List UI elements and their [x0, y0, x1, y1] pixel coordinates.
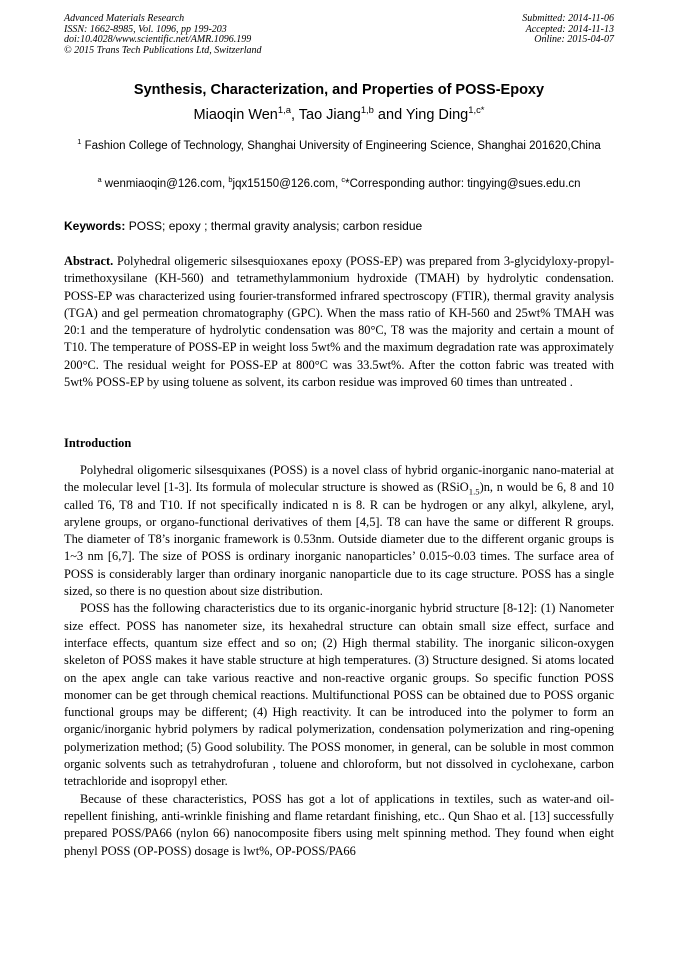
affiliation-text: Fashion College of Technology, Shanghai University of Engineering Science, Shanghai 201620,China [84, 140, 601, 152]
email-a: wenmiaoqin@126.com, [101, 178, 229, 190]
email-mark: c [341, 175, 346, 185]
email-b: jqx15150@126.com, [232, 178, 342, 190]
paper-title: Synthesis, Characterization, and Properties of POSS-Epoxy [133, 82, 545, 98]
author-list [0, 104, 678, 123]
author-name: Tao Jiang [298, 107, 361, 123]
section-heading-introduction: Introduction [64, 436, 132, 450]
affiliation-mark: 1 [77, 137, 82, 147]
affiliation [60, 137, 618, 155]
accepted-date: Accepted: 2014-11-13 [525, 23, 614, 35]
abstract-text: Polyhedral oligemeric silsesquioxanes epoxy (POSS-EP) was prepared from 3-glycidyloxy-propyl-trimethoxysilane (KH-560) and tetramethylammonium hydroxide (TMAH) by hydrolytic condensation. POSS-EP was characterized using fourier-transformed infrared spectroscopy (FTIR), thermal gravity analysis (TGA) and gel permeation chromatography (GPC). When the mass ratio of KH-560 and 25wt% TMAH was 20:1 and the temperature of hydrolytic condensation was 80°C, T8 was the majority and certain a mount of T10. The temperature of POSS-EP in weight loss 5wt% and the maximum degradation rate was approximately 200°C. The residual weight for POSS-EP at 800°C was 33.5wt%. After the cotton fabric was treated with 5wt% POSS-EP by using toluene as solvent, its carbon residue was improved 60 times than untreated . [64, 254, 614, 390]
author-name: Ying Ding [405, 107, 469, 123]
paragraph: Because of these characteristics, POSS has got a lot of applications in textiles, such as water-and oil-repellent finishing, anti-wrinkle finishing and flame retardant finishing, etc.. Qun Shao et al. [13] successfully prepared POSS/PA66 (nylon 66) nanocomposite fibers using melt spinning method. They found when eight phenyl POSS (OP-POSS) dosage is lwt%, OP-POSS/PA66 [64, 791, 614, 858]
online-date: Online: 2015-04-07 [534, 34, 614, 46]
email-c: *Corresponding author: tingying@sues.edu.cn [345, 178, 581, 190]
journal-info [64, 14, 262, 56]
author-affiliation-mark: 1,a [277, 104, 291, 116]
email-mark: b [228, 175, 233, 185]
subscript: 1.5 [468, 486, 480, 497]
author-affiliation-mark: 1,c* [468, 104, 485, 116]
paragraph-text: )n, n would be 6, 8 and 10 called T6, T8 and T10. If not specifically indicated n is 8. R can be hydrogen or any alkyl, alkylene, aryl, arylene groups, or organo-functional derivatives of them [4,5]. T8 can have the same or different R groups. The diameter of T8’s inorganic framework is 0.53nm. Outside diameter due to the different organic groups is 1~3 nm [6,7]. The size of POSS is ordinary inorganic nanoparticles’ 0.015~0.03 times. The surface area of POSS is considerably larger than ordinary inorganic nanoparticle due to its cage structure. POSS has a single sized, so there is no question about size distribution. [64, 480, 614, 599]
keywords [64, 219, 422, 233]
journal-doi: doi:10.4028/www.scientific.net/AMR.1096.199 [64, 34, 252, 46]
journal-copyright: © 2015 Trans Tech Publications Ltd, Switzerland [64, 44, 262, 56]
journal-name: Advanced Materials Research [64, 13, 185, 24]
paragraph: POSS has the following characteristics due to its organic-inorganic hybrid structure [8-12]: (1) Nanometer size effect. POSS has nanometer size, its hexahedral structure can obtain small size effect, surface and interface effects, quantum size effect and so on; (2) High thermal stability. The inorganic silicon-oxygen skeleton of POSS makes it have stable structure at high temperatures. (3) Structure designed. Si atoms located on the apex angle can take various reactive and non-reactive organic groups. So specific function POSS monomer can be get through chemical reactions. Multifunctional POSS can be obtained due to POSS organic functional groups may be different; (4) High reactivity. It can be introduced into the polymer to form an organic/inorganic hybrid polymers by radical polymerization, condensation polymerization and ring-opening polymerization method; (5) Good solubility. The POSS monomer, in general, can be soluble in most common organic solvents such as tetrahydrofuran , toluene and chloroform, but not dissolved in cyclohexane, carbon tetrachloride and isopropyl ether. [64, 601, 614, 789]
publication-dates [522, 14, 614, 46]
abstract [64, 253, 614, 391]
submitted-date: Submitted: 2014-11-06 [522, 13, 614, 24]
keywords-label: Keywords: [64, 219, 126, 233]
author-emails [0, 175, 678, 190]
author-name: Miaoqin Wen [193, 107, 278, 123]
author-separator: and [373, 107, 406, 123]
introduction-body [64, 462, 614, 860]
paragraph [64, 462, 614, 600]
paragraph-text: Polyhedral oligomeric silsesquixanes (POSS) is a novel class of hybrid organic-inorganic nano-material at the molecular level [1-3]. Its formula of molecular structure is showed as (RSiO [64, 463, 614, 495]
journal-issn: ISSN: 1662-8985, Vol. 1096, pp 199-203 [64, 23, 227, 35]
email-mark: a [97, 175, 102, 185]
keywords-text: POSS; epoxy ; thermal gravity analysis; carbon residue [125, 219, 423, 233]
author-separator: , [290, 107, 299, 123]
author-affiliation-mark: 1,b [360, 104, 374, 116]
abstract-label: Abstract. [64, 254, 114, 268]
